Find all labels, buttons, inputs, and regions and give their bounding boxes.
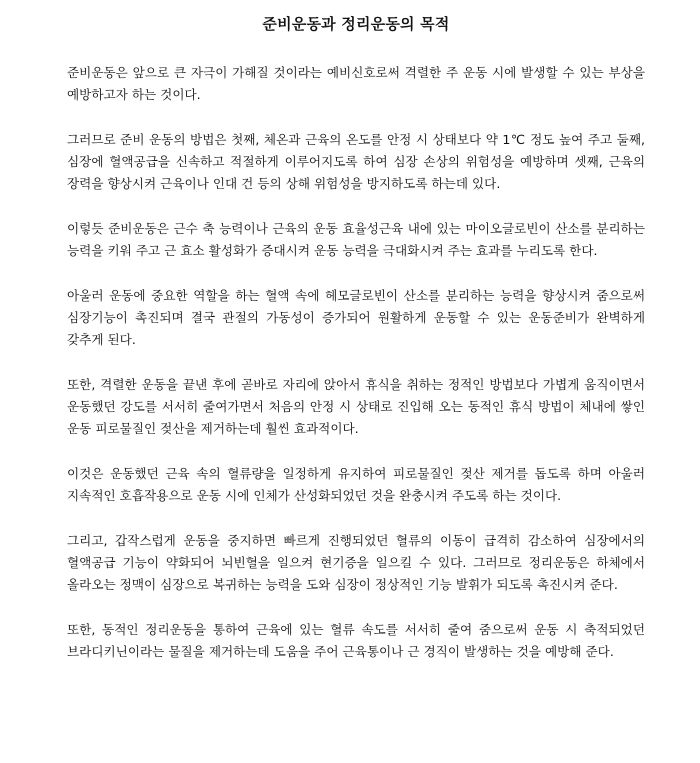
paragraph-7: 그리고, 갑작스럽게 운동을 중지하면 빠르게 진행되었던 혈류의 이동이 급격히 감소하여 심장에서의 혈액공급 기능이 약화되어 뇌빈혈을 일으켜 현기증을 일으킬 수 있다. 그러므로 정리운동은 하체에서 올라오는 정맥이 심장으로 복귀하는 능력을 도와 심장이 정상적인 기능 발휘가 되도록 촉진시켜 준다. bbox=[67, 533, 645, 592]
paragraph-3: 이렇듯 준비운동은 근수 축 능력이나 근육의 운동 효율성근육 내에 있는 마이오글로빈이 산소를 분리하는 능력을 키워 주고 근 효소 활성화가 증대시켜 운동 능력을 극대화시켜 주는 효과를 누리도록 한다. bbox=[67, 221, 645, 258]
paragraph-2: 그러므로 준비 운동의 방법은 첫째, 체온과 근육의 온도를 안정 시 상태보다 약 1℃ 정도 높여 주고 둘째, 심장에 혈액공급을 신속하고 적절하게 이루어지도록 하여 심장 손상의 위험성을 예방하며 셋째, 근육의 장력을 향상시켜 근육이나 인대 건 등의 상해 위험성을 방지하도록 하는데 있다. bbox=[67, 132, 645, 191]
document-title: 준비운동과 정리운동의 목적 bbox=[262, 15, 450, 33]
paragraph-5: 또한, 격렬한 운동을 끝낸 후에 곧바로 자리에 앉아서 휴식을 취하는 정적인 방법보다 가볍게 움직이면서 운동했던 강도를 서서히 줄여가면서 처음의 안정 시 상태로 진입해 오는 동적인 휴식 방법이 체내에 쌓인 운동 피로물질인 젖산을 제거하는데 훨씬 효과적이다. bbox=[67, 377, 645, 436]
paragraph-6: 이것은 운동했던 근육 속의 혈류량을 일정하게 유지하여 피로물질인 젖산 제거를 돕도록 하며 아울러 지속적인 호흡작용으로 운동 시에 인체가 산성화되었던 것을 완충시켜 주도록 하는 것이다. bbox=[67, 466, 645, 503]
paragraph-1: 준비운동은 앞으로 큰 자극이 가해질 것이라는 예비신호로써 격렬한 주 운동 시에 발생할 수 있는 부상을 예방하고자 하는 것이다. bbox=[67, 65, 645, 102]
paragraph-4: 아울러 운동에 중요한 역할을 하는 혈액 속에 헤모글로빈이 산소를 분리하는 능력을 향상시켜 줌으로써 심장기능이 촉진되며 결국 관절의 가동성이 증가되어 원활하게 운동할 수 있는 운동준비가 완벽하게 갖추게 된다. bbox=[67, 288, 645, 347]
paragraph-8: 또한, 동적인 정리운동을 통하여 근육에 있는 혈류 속도를 서서히 줄여 줌으로써 운동 시 축적되었던 브라디키닌이라는 물질을 제거하는데 도움을 주어 근육통이나 근 경직이 발생하는 것을 예방해 준다. bbox=[67, 622, 645, 659]
